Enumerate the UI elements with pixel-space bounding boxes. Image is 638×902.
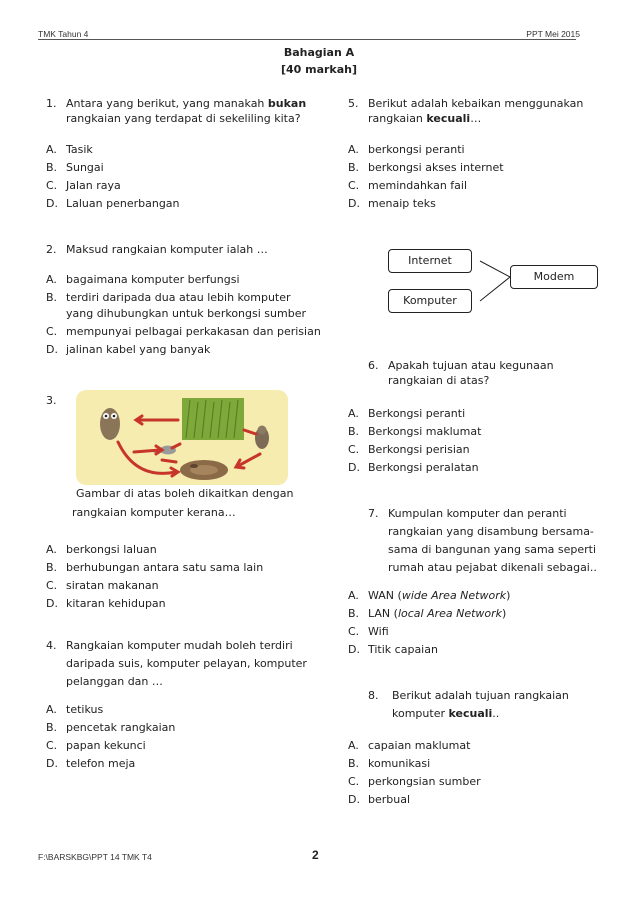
q8-text-post: .. xyxy=(492,707,500,720)
q2-option-b-letter: B. xyxy=(46,291,58,304)
q7-option-c-letter: C. xyxy=(348,625,360,638)
q3-option-b-letter: B. xyxy=(46,561,58,574)
q7-option-b-end: ) xyxy=(502,607,507,620)
q2-option-a-letter: A. xyxy=(46,273,57,286)
q2-option-a-text: bagaimana komputer berfungsi xyxy=(66,273,240,286)
q8-option-c-letter: C. xyxy=(348,775,360,788)
q4-number: 4. xyxy=(46,639,57,652)
q7-option-d-letter: D. xyxy=(348,643,360,656)
q3-option-b-text: berhubungan antara satu sama lain xyxy=(66,561,264,574)
header-right: PPT Mei 2015 xyxy=(526,29,580,39)
modem-box: Modem xyxy=(510,265,598,289)
q7-option-d-text: Titik capaian xyxy=(368,643,438,656)
q7-option-b-text: LAN ( xyxy=(368,607,398,620)
q5-text-pre: rangkaian xyxy=(368,112,427,125)
q5-option-d-text: menaip teks xyxy=(368,197,436,210)
q4-option-b-text: pencetak rangkaian xyxy=(66,721,176,734)
food-web-image xyxy=(76,390,288,485)
q4-option-b-letter: B. xyxy=(46,721,58,734)
q7-number: 7. xyxy=(368,507,379,520)
q5-option-c-text: memindahkan fail xyxy=(368,179,468,192)
q1-option-d-text: Laluan penerbangan xyxy=(66,197,180,210)
q1-option-b-text: Sungai xyxy=(66,161,104,174)
footer-path: F:\BARSKBG\PPT 14 TMK T4 xyxy=(38,852,152,862)
q2-option-b-text2: yang dihubungkan untuk berkongsi sumber xyxy=(66,307,306,320)
q4-option-d-text: telefon meja xyxy=(66,757,136,770)
q2-number: 2. xyxy=(46,243,57,256)
q4-option-a-text: tetikus xyxy=(66,703,104,716)
q2-option-c-letter: C. xyxy=(46,325,58,338)
q4-text-line1: Rangkaian komputer mudah boleh terdiri xyxy=(66,639,293,652)
q3-option-c-letter: C. xyxy=(46,579,58,592)
komputer-box: Komputer xyxy=(388,289,472,313)
q1-option-d-letter: D. xyxy=(46,197,58,210)
q7-text-line3: sama di bangunan yang sama seperti xyxy=(388,543,597,556)
q3-option-d-letter: D. xyxy=(46,597,58,610)
q5-text-line1: Berikut adalah kebaikan menggunakan xyxy=(368,97,584,110)
q4-option-a-letter: A. xyxy=(46,703,57,716)
q3-option-d-text: kitaran kehidupan xyxy=(66,597,166,610)
q2-option-b-text: terdiri daripada dua atau lebih komputer xyxy=(66,291,291,304)
q7-option-a-italic: wide Area Network xyxy=(401,589,507,602)
q1-text-bold: bukan xyxy=(267,97,307,110)
q1-option-c-text: Jalan raya xyxy=(66,179,121,192)
q2-option-c-text: mempunyai pelbagai perkakasan dan perisian xyxy=(66,325,321,338)
q8-text-line1: Berikut adalah tujuan rangkaian xyxy=(392,689,569,702)
q7-option-a-letter: A. xyxy=(348,589,359,602)
q5-option-c-letter: C. xyxy=(348,179,360,192)
q1-number: 1. xyxy=(46,97,57,110)
q8-option-d-letter: D. xyxy=(348,793,360,806)
q6-option-b-text: Berkongsi maklumat xyxy=(368,425,482,438)
q1-option-a-letter: A. xyxy=(46,143,57,156)
q5-option-b-text: berkongsi akses internet xyxy=(368,161,504,174)
snake-icon xyxy=(180,460,228,480)
q8-option-b-text: komunikasi xyxy=(368,757,431,770)
q6-text-line1: Apakah tujuan atau kegunaan xyxy=(388,359,554,372)
q3-text-line1: Gambar di atas boleh dikaitkan dengan xyxy=(76,487,294,500)
q7-text-line4: rumah atau pejabat dikenali sebagai.. xyxy=(388,561,597,574)
q6-number: 6. xyxy=(368,359,379,372)
q4-option-d-letter: D. xyxy=(46,757,58,770)
q6-option-c-text: Berkongsi perisian xyxy=(368,443,470,456)
q7-option-a-text: WAN ( xyxy=(368,589,402,602)
q3-option-c-text: siratan makanan xyxy=(66,579,159,592)
q7-text-line2: rangkaian yang disambung bersama- xyxy=(388,525,594,538)
q8-option-b-letter: B. xyxy=(348,757,360,770)
q3-text-line2: rangkaian komputer kerana… xyxy=(72,506,236,519)
q4-option-c-text: papan kekunci xyxy=(66,739,146,752)
q7-option-b-letter: B. xyxy=(348,607,360,620)
q2-option-d-letter: D. xyxy=(46,343,58,356)
q4-text-line2: daripada suis, komputer pelayan, komputer xyxy=(66,657,307,670)
q1-text-line2: rangkaian yang terdapat di sekeliling kita? xyxy=(66,112,301,125)
q2-option-d-text: jalinan kabel yang banyak xyxy=(66,343,211,356)
q8-option-a-letter: A. xyxy=(348,739,359,752)
q8-text-pre: komputer xyxy=(392,707,449,720)
q7-option-a-end: ) xyxy=(506,589,511,602)
q8-number: 8. xyxy=(368,689,379,702)
q1-option-c-letter: C. xyxy=(46,179,58,192)
q6-option-a-text: Berkongsi peranti xyxy=(368,407,466,420)
section-title: Bahagian A xyxy=(283,46,355,59)
q1-text xyxy=(66,96,306,126)
q6-option-a-letter: A. xyxy=(348,407,359,420)
q8-option-a-text: capaian maklumat xyxy=(368,739,471,752)
q1-text-pre: Antara yang berikut, yang manakah xyxy=(66,97,268,110)
q5-number: 5. xyxy=(348,97,359,110)
header-left: TMK Tahun 4 xyxy=(38,29,89,39)
q5-option-a-letter: A. xyxy=(348,143,359,156)
header-rule xyxy=(38,39,576,40)
q1-option-b-letter: B. xyxy=(46,161,58,174)
q6-option-c-letter: C. xyxy=(348,443,360,456)
q6-option-d-letter: D. xyxy=(348,461,360,474)
q4-option-c-letter: C. xyxy=(46,739,58,752)
owl-icon xyxy=(100,408,120,440)
q4-text-line3: pelanggan dan … xyxy=(66,675,163,688)
q6-option-d-text: Berkongsi peralatan xyxy=(368,461,479,474)
q5-option-a-text: berkongsi peranti xyxy=(368,143,465,156)
q7-option-b-italic: local Area Network xyxy=(397,607,503,620)
q2-text: Maksud rangkaian komputer ialah … xyxy=(66,243,268,256)
q5-option-b-letter: B. xyxy=(348,161,360,174)
q8-option-c-text: perkongsian sumber xyxy=(368,775,481,788)
q7-option-c-text: Wifi xyxy=(368,625,389,638)
q5-option-d-letter: D. xyxy=(348,197,360,210)
section-marks: [40 markah] xyxy=(280,63,358,76)
q8-option-d-text: berbual xyxy=(368,793,411,806)
page-number: 2 xyxy=(312,848,319,862)
q6-text-line2: rangkaian di atas? xyxy=(388,374,490,387)
q7-text-line1: Kumpulan komputer dan peranti xyxy=(388,507,567,520)
q6-option-b-letter: B. xyxy=(348,425,360,438)
q5-text-bold: kecuali xyxy=(426,112,471,125)
q1-option-a-text: Tasik xyxy=(66,143,93,156)
q3-number: 3. xyxy=(46,394,57,407)
q8-text-bold: kecuali xyxy=(448,707,493,720)
q3-option-a-letter: A. xyxy=(46,543,57,556)
internet-box: Internet xyxy=(388,249,472,273)
q5-text-post: … xyxy=(470,112,482,125)
q3-option-a-text: berkongsi laluan xyxy=(66,543,157,556)
